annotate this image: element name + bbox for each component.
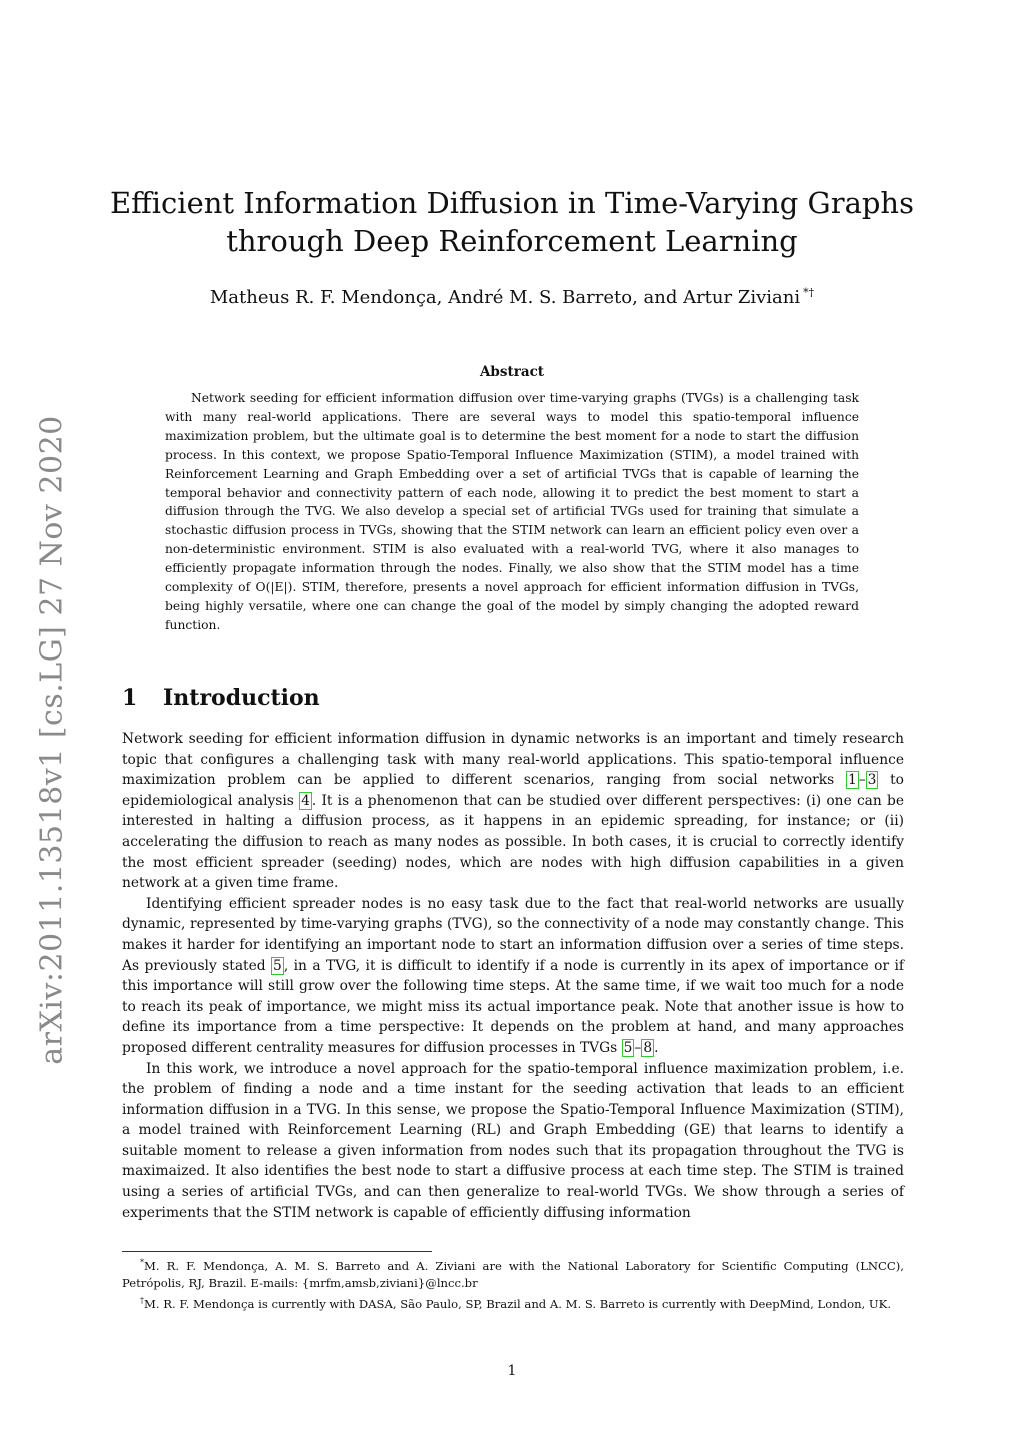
intro-p2-text-b: , in a TVG, it is difficult to identify if a node is currently in its apex of importance or if this importance will still grow over the following time steps. At the same time, if we wait too much for a node to reach its peak of importance, we might miss its actual importance peak. Note that another issue is how to define its importance from a time perspective: It depends on the problem at hand, and many approaches proposed different centrality measures for diffusion processes in TVGs (122, 957, 904, 1056)
abstract-text: Network seeding for efficient information diffusion over time-varying graphs (TVGs) is a challenging task with many real-world applications. There are several ways to model this spatio-temporal influence maximization problem, but the ultimate goal is to determine the best moment for a node to start the diffusion process. In this context, we propose Spatio-Temporal Influence Maximization (STIM), a model trained with Reinforcement Learning and Graph Embedding over a set of artificial TVGs that is capable of learning the temporal behavior and connectivity pattern of each node, allowing it to predict the best moment to start a diffusion through the TVG. We also develop a special set of artificial TVGs used for training that simulate a stochastic diffusion process in TVGs, showing that the STIM network can learn an efficient policy even over a non-deterministic environment. STIM is also evaluated with a real-world TVG, where it also manages to efficiently propagate information through the nodes. Finally, we also show that the STIM model has a time complexity of O(|E|). STIM, therefore, presents a novel approach for efficient information diffusion in TVGs, being highly versatile, where one can change the goal of the model by simply changing the adopted reward function. (165, 391, 859, 632)
citation-link[interactable]: 1 (847, 772, 857, 789)
abstract-heading: Abstract (479, 364, 545, 380)
footnote-current-affiliation (122, 1292, 904, 1313)
introduction-body (122, 729, 904, 1223)
footnote-affiliation (122, 1254, 904, 1292)
footnote-text: M. R. F. Mendonça, A. M. S. Barreto and A. Ziviani are with the National Laboratory for Scientific Computing (LNCC), Petrópolis, RJ, Brazil. E-mails: {mrfm,amsb,ziviani}@lncc.br (122, 1258, 904, 1291)
intro-paragraph-1 (122, 729, 904, 894)
footnote-mark: * (140, 1258, 144, 1267)
footnotes (122, 1254, 904, 1313)
intro-p2-text-c: . (654, 1039, 659, 1056)
arxiv-identifier: arXiv:2011.13518v1 [cs.LG] 27 Nov 2020 (34, 415, 70, 1065)
citation-link[interactable]: 3 (867, 772, 877, 789)
footnote-divider (122, 1251, 432, 1252)
intro-p1-text-a: Network seeding for efficient information diffusion in dynamic networks is an important and timely research topic that configures a challenging task with many real-world applications. This spatio-temporal influence maximization problem can be applied to different scenarios, ranging from social networks (122, 731, 904, 789)
author-list (100, 280, 924, 311)
section-title: Introduction (163, 685, 320, 711)
citation-link[interactable]: 4 (301, 792, 310, 809)
citation-link[interactable]: 5 (623, 1039, 633, 1056)
intro-p1-text-c: . It is a phenomenon that can be studied over different perspectives: (i) one can be interested in halting a diffusion process, as it happens in an epidemic spreading, for instance; or (ii) accelerating the diffusion to reach as many nodes as possible. In both cases, it is crucial to correctly identify the most efficient spreader (seeding) nodes, which are nodes with high diffusion capabilities in a given network at a given time frame. (122, 792, 904, 892)
author-footnote-marks: *† (803, 286, 815, 299)
section-number: 1 (122, 685, 138, 711)
paper-title: Efficient Information Diffusion in Time-Varying Graphs through Deep Reinforcement Learning (110, 186, 914, 258)
citation-range-dash: – (858, 772, 866, 789)
citation-link[interactable]: 5 (273, 957, 282, 974)
intro-paragraph-2 (122, 894, 904, 1059)
citation-range-dash: – (634, 1039, 642, 1056)
footnote-text: M. R. F. Mendonça is currently with DASA, São Paulo, SP, Brazil and A. M. S. Barreto is currently with DeepMind, London, UK. (144, 1297, 892, 1312)
intro-p2-text-a: Identifying efficient spreader nodes is no easy task due to the fact that real-world networks are usually dynamic, represented by time-varying graphs (TVG), so the connectivity of a node may constantly change. This makes it harder for identifying an important node to start an information diffusion over a series of time steps. As previously stated (122, 895, 904, 974)
section-heading-introduction (122, 683, 904, 713)
intro-paragraph-3: In this work, we introduce a novel approach for the spatio-temporal influence maximization problem, i.e. the problem of finding a node and a time instant for the seeding activation that leads to an efficient information diffusion in a TVG. In this sense, we propose the Spatio-Temporal Influence Maximization (STIM), a model trained with Reinforcement Learning (RL) and Graph Embedding (GE) that learns to identify a suitable moment to release a given information from nodes such that its propagation throughout the TVG is maximaized. It also identifies the best node to start a diffusive process at each time step. The STIM is trained using a series of artificial TVGs, and can then generalize to real-world TVGs. We show through a series of experiments that the STIM network is capable of efficiently diffusing information (122, 1060, 904, 1221)
footnote-mark: † (140, 1296, 144, 1306)
page-number: 1 (507, 1363, 517, 1379)
citation-link[interactable]: 8 (643, 1039, 653, 1056)
author-names: Matheus R. F. Mendonça, André M. S. Barreto, and Artur Ziviani (209, 287, 801, 308)
intro-p1-text-b: to epidemiological analysis (122, 772, 904, 809)
